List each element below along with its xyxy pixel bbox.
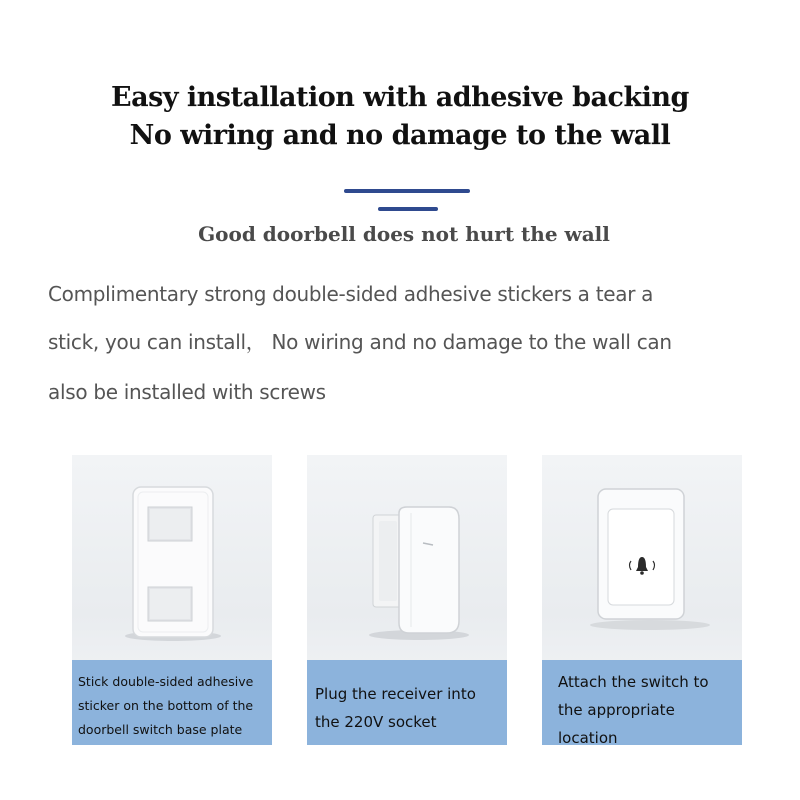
doorbell-base-plate-icon [72, 455, 272, 660]
caption-line: Attach the switch to [558, 673, 709, 691]
caption-line: location [558, 729, 618, 745]
step-caption-3 [542, 660, 742, 745]
caption-line: the 220V socket [315, 713, 437, 731]
caption-line: doorbell switch base plate [78, 722, 243, 737]
caption-line: Plug the receiver into [315, 685, 476, 703]
description-line-2: stick, you can install， No wiring and no damage to the wall can [48, 330, 672, 354]
headline-line-2: No wiring and no damage to the wall [129, 120, 671, 151]
divider-bar-short [378, 207, 438, 211]
step-caption-2 [307, 660, 507, 745]
plug-in-receiver-icon [307, 455, 507, 660]
description-line-3: also be installed with screws [48, 380, 326, 404]
caption-line: the appropriate [558, 701, 675, 719]
subheading: Good doorbell does not hurt the wall [198, 222, 610, 246]
description-line-1: Complimentary strong double-sided adhesive stickers a tear a [48, 282, 654, 306]
step-caption-1 [72, 660, 272, 745]
caption-line: sticker on the bottom of the [78, 698, 254, 713]
doorbell-switch-icon [542, 455, 742, 660]
divider-bar-long [344, 189, 470, 193]
step-card-base-plate [72, 455, 272, 745]
step-card-receiver [307, 455, 507, 745]
step-card-switch [542, 455, 742, 745]
headline-line-1: Easy installation with adhesive backing [111, 82, 689, 113]
caption-line: Stick double-sided adhesive [78, 674, 254, 689]
